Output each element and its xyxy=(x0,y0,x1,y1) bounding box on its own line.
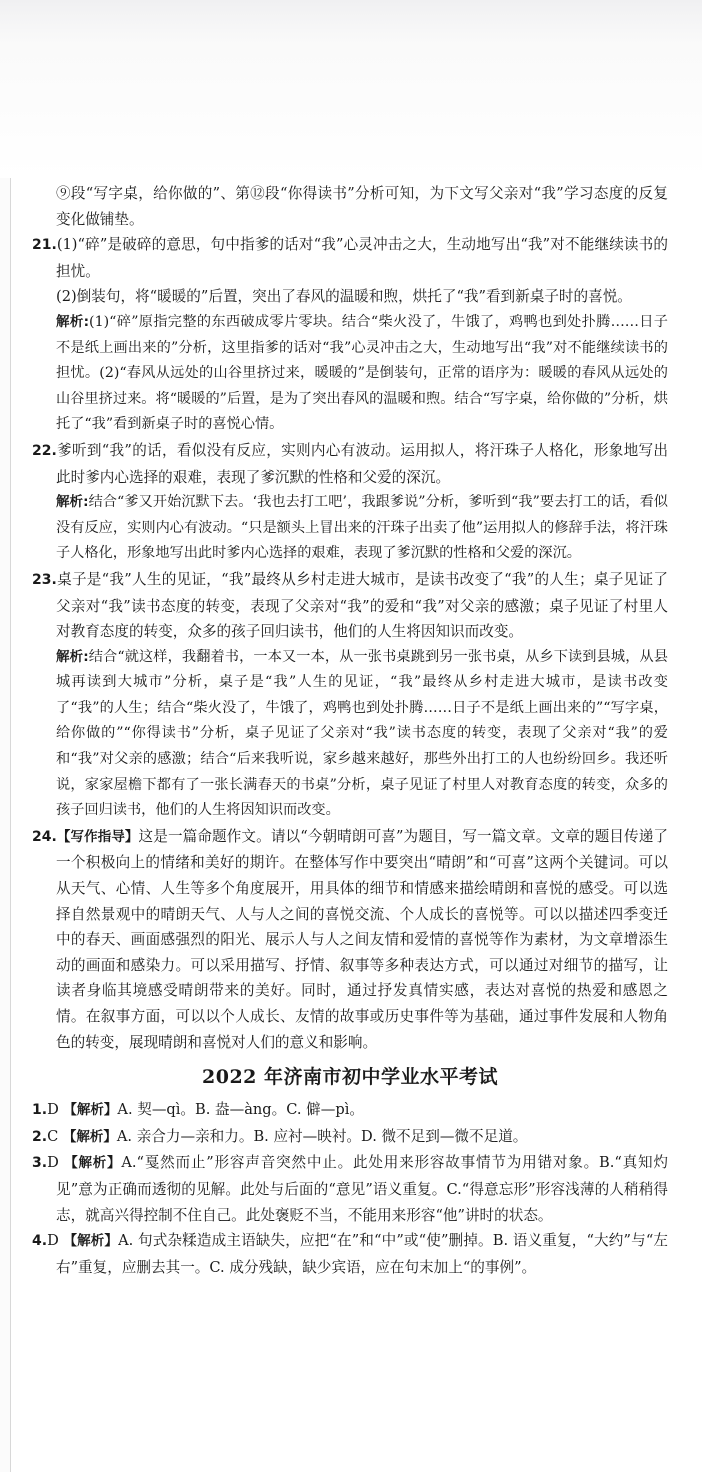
analysis-text: 结合“就这样，我翻着书，一本又一本，从一张书桌跳到另一张书桌，从乡下读到县城，从县城再读到大城市”分析，桌子是“我”人生的见证，“我”最终从乡村走进大城市，是读书改变了“我”的人生；结合“柴火没了，牛饿了，鸡鸭也到处扑腾……日子不是纸上画出来的”“写字桌，给你做的”“你得读书”分析，桌子见证了父亲对“我”读书态度的转变，表现了父亲对“我”的爱和“我”对父亲的感激；结合“后来我听说，家乡越来越好，那些外出打工的人也纷纷回乡。我还听说，家家屋檐下都有了一张长满春天的书桌”分析，桌子见证了村里人对教育态度的转变，众多的孩子回归读书，他们的人生将因知识而改变。 xyxy=(56,648,668,819)
question-number: 1. xyxy=(32,1102,48,1119)
analysis-text: A.“戛然而止”形容声音突然中止。此处用来形容故事情节为用错对象。B.“真知灼见”意为正确而透彻的见解。此处与后面的“意见”语义重复。C.“得意忘形”形容浅薄的人稍稍得志，就高兴得控制不住自己。此处褒贬不当，不能用来形容“他”讲时的状态。 xyxy=(56,1154,669,1224)
answer-choice: C xyxy=(47,1127,59,1145)
analysis-22 xyxy=(32,490,668,567)
intro-paragraph: ⑨段“写字桌，给你做的”、第⑫段“你得读书”分析可知，为下文写父亲对“我”学习态度的反复变化做铺垫。 xyxy=(56,185,668,228)
analysis-23 xyxy=(32,645,668,824)
mc-question-1 xyxy=(32,1097,668,1124)
analysis-tag: 【解析】 xyxy=(62,1128,117,1145)
question-number: 2. xyxy=(32,1128,48,1145)
analysis-21 xyxy=(32,310,668,438)
question-number: 21. xyxy=(32,237,57,254)
question-number: 24. xyxy=(32,828,57,845)
question-23 xyxy=(32,567,668,645)
analysis-tag: 【解析】 xyxy=(64,1155,122,1172)
analysis-text: A. 句式杂糅造成主语缺失，应把“在”和“中”或“使”删掉。B. 语义重复，“大约”与“左右”重复，应删去其一。C. 成分残缺，缺少宾语，应在句末加上“的事例”。 xyxy=(56,1232,668,1276)
exam-section-title: 2022 年济南市初中学业水平考试 xyxy=(202,1066,498,1089)
answer-choice: D xyxy=(47,1232,59,1250)
answer-part-2: (2)倒装句，将“暖暖的”后置，突出了春风的温暖和煦，烘托了“我”看到新桌子时的喜悦。 xyxy=(56,288,632,306)
analysis-label: 解析: xyxy=(56,648,89,665)
analysis-label: 解析: xyxy=(56,313,90,330)
answer-choice: D xyxy=(47,1154,59,1172)
question-number: 22. xyxy=(32,442,57,459)
blank-top-area xyxy=(0,0,702,178)
page-left-edge xyxy=(0,178,11,1472)
analysis-label: 解析: xyxy=(56,494,89,511)
answer-choice: D xyxy=(47,1101,59,1119)
question-number: 4. xyxy=(32,1233,48,1250)
analysis-tag: 【解析】 xyxy=(63,1233,119,1250)
question-24 xyxy=(32,824,668,1055)
answer-text: 爹听到“我”的话，看似没有反应，实则内心有波动。运用拟人，将汗珠子人格化，形象地写出此时爹内心选择的艰难，表现了爹沉默的性格和父爱的深沉。 xyxy=(56,441,668,486)
question-21 xyxy=(32,232,668,284)
analysis-text: A. 亲合力—亲和力。B. 应衬—映衬。D. 微不足到—微不足道。 xyxy=(116,1127,528,1145)
question-number: 23. xyxy=(32,571,57,588)
page-content xyxy=(32,181,668,1280)
writing-guide-text: 这是一篇命题作文。请以“今朝晴朗可喜”为题目，写一篇文章。文章的题目传递了一个积极向上的情绪和美好的期许。在整体写作中要突出“晴朗”和“可喜”这两个关键词。可以从天气、心情、人生等多个角度展开，用具体的细节和情感来描绘晴朗和喜悦的感受。可以选择自然景观中的晴朗天气、人与人之间的喜悦交流、个人成长的喜悦等。可以以描述四季变迁中的春天、画面感强烈的阳光、展示人与人之间友情和爱情的喜悦等作为素材，为文章增添生动的画面和感染力。可以采用描写、抒情、叙事等多种表达方式，可以通过对细节的描写，让读者身临其境感受晴朗带来的美好。同时，通过抒发真情实感，表达对喜悦的热爱和感恩之情。在叙事方面，可以以个人成长、友情的故事或历史事件等为基础，通过事件发展和人物角色的转变，展现晴朗和喜悦对人们的意义和影响。 xyxy=(56,827,668,1051)
mc-question-2 xyxy=(32,1124,668,1151)
mc-question-3 xyxy=(32,1150,668,1228)
mc-question-4 xyxy=(32,1228,668,1280)
analysis-text: 结合“爹又开始沉默下去。‘我也去打工吧’，我跟爹说”分析，爹听到“我”要去打工的话，看似没有反应，实则内心有波动。“只是额头上冒出来的汗珠子出卖了他”运用拟人的修辞手法，将汗珠子人格化，形象地写出此时爹内心选择的艰难，表现了爹沉默的性格和父爱的深沉。 xyxy=(56,494,668,562)
analysis-text: (1)“碎”原指完整的东西破成零片零块。结合“柴火没了，牛饿了，鸡鸭也到处扑腾……日子不是纸上画出来的”分析，这里指爹的话对“我”心灵冲击之大，生动地写出“我”对不能继续读书的担忧。(2)“春风从远处的山谷里挤过来，暖暖的”是倒装句，正常的语序为：暖暖的春风从远处的山谷里挤过来。将“暖暖的”后置，是为了突出春风的温暖和煦。结合“写字桌，给你做的”分析，烘托了“我”看到新桌子时的喜悦心情。 xyxy=(56,313,668,433)
question-number: 3. xyxy=(32,1155,48,1172)
answer-text: 桌子是“我”人生的见证，“我”最终从乡村走进大城市，是读书改变了“我”的人生；桌子见证了父亲对“我”读书态度的转变，表现了父亲对“我”的爱和“我”对父亲的感激；桌子见证了村里人对教育态度的转变，众多的孩子回归读书，他们的人生将因知识而改变。 xyxy=(56,570,668,641)
analysis-text: A. 契—qì。B. 盎—àng。C. 僻—pì。 xyxy=(117,1101,364,1119)
question-22 xyxy=(32,438,668,490)
writing-guide-tag: 【写作指导】 xyxy=(56,828,139,845)
analysis-tag: 【解析】 xyxy=(63,1102,118,1119)
answer-part-1: (1)“碎”是破碎的意思，句中指爹的话对“我”心灵冲击之大，生动地写出“我”对不能继续读书的担忧。 xyxy=(56,236,668,280)
